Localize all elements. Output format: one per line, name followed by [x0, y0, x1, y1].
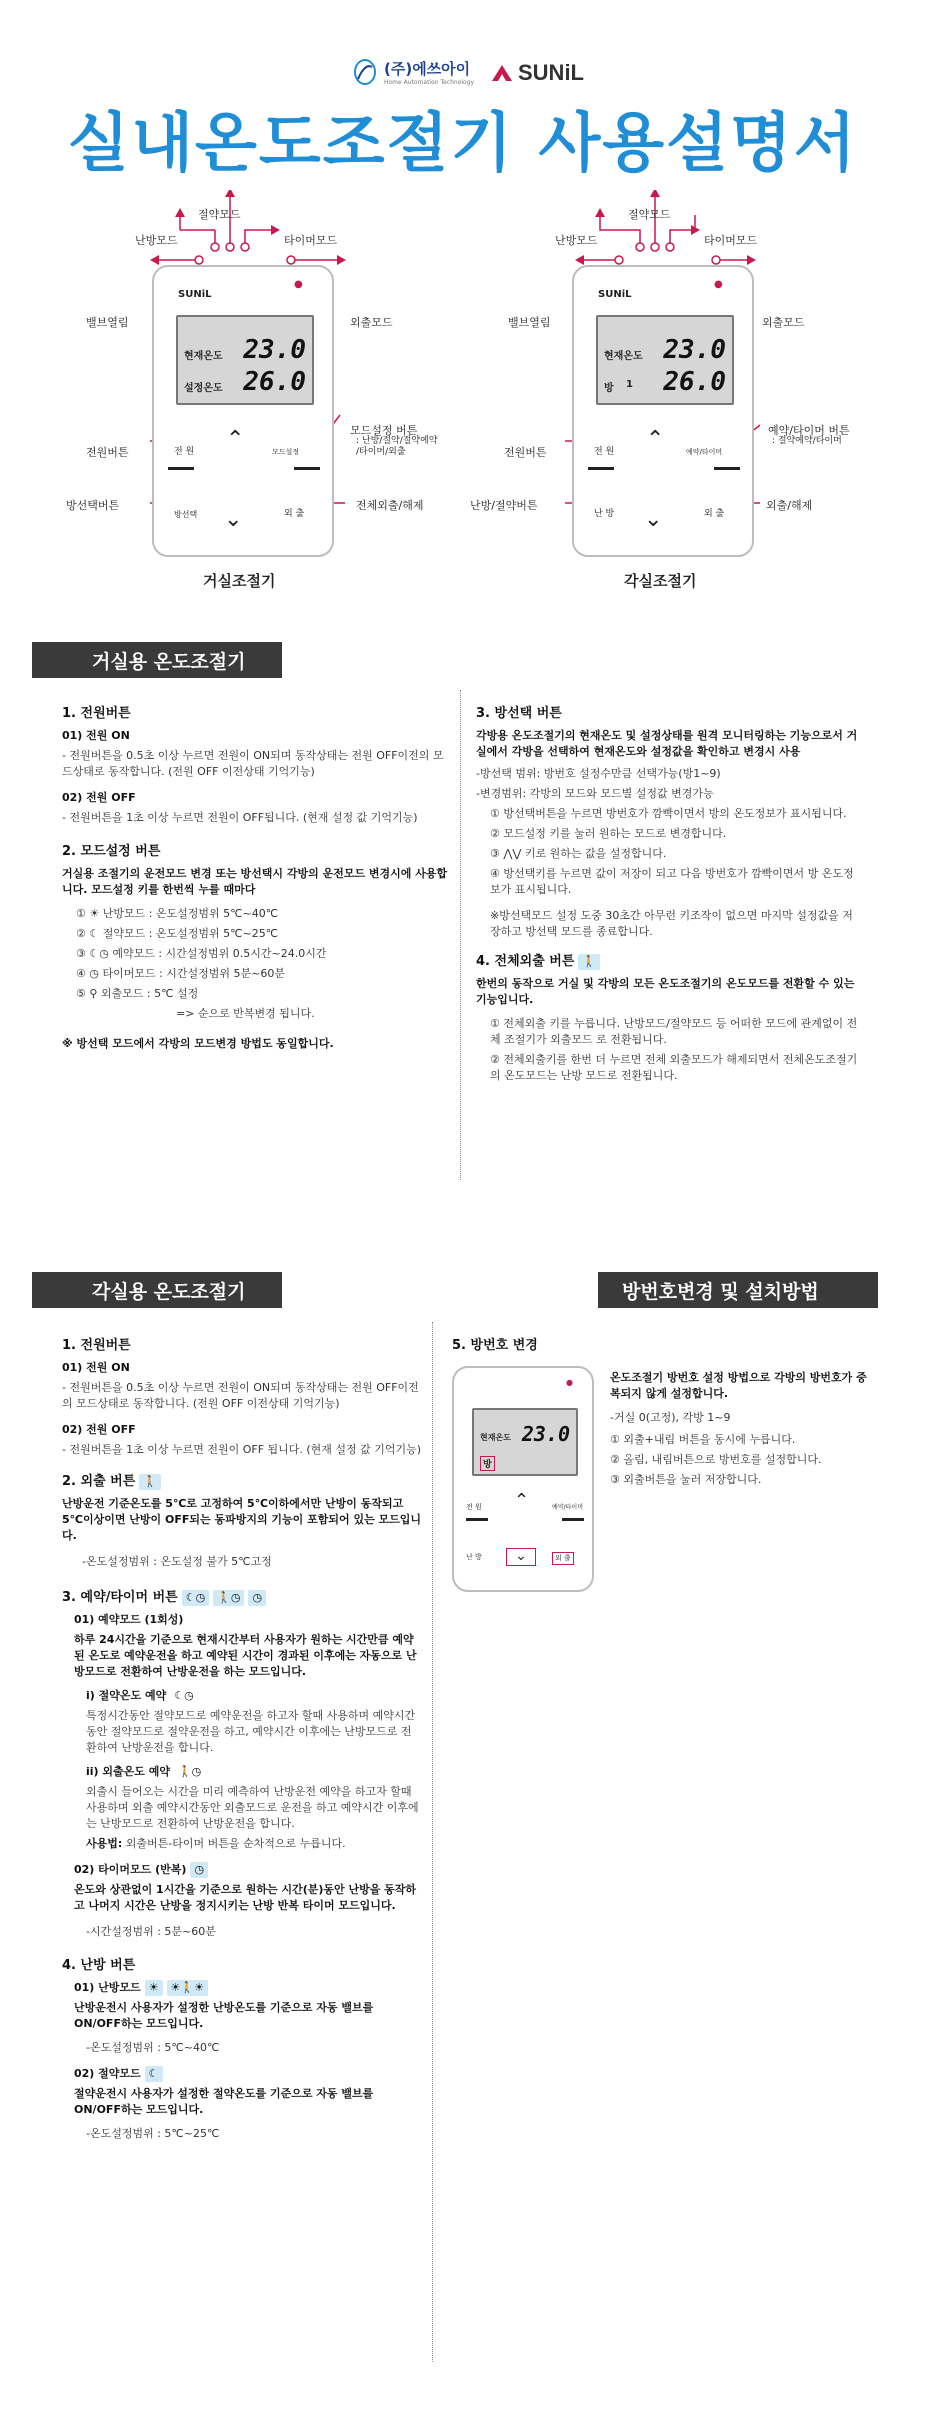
set-temp-label: 설정온도: [184, 383, 223, 394]
down-button[interactable]: ⌄: [224, 507, 243, 532]
living-select-heading: 3. 방선택 버튼: [476, 706, 562, 721]
living-on-text: - 전원버튼을 0.5초 이상 누르면 전원이 ON되며 동작상태는 전원 OFF이전의 모드상태로 동작합니다. (전원 OFF 이전상태 기억기능): [62, 749, 444, 778]
down-button[interactable]: ⌄: [644, 507, 663, 532]
list-item: ① ☀ 난방모드 : 온도설정범위 5℃~40℃: [76, 907, 279, 920]
minus-right: [714, 467, 740, 470]
list-item: ① 전체외출 키를 누릅니다. 난방모드/절약모드 등 어떠한 모드에 관계없이 전체 조절기가 외출모드 로 전환됩니다.: [490, 1017, 858, 1046]
callout-mode-left: 모드설정 버튼: [350, 424, 418, 437]
minus-left: [168, 467, 194, 470]
living-select-desc: 각방용 온도조절기의 현재온도 및 설정상태를 원격 모니터링하는 기능으로서 거실에서 각방을 선택하여 현재온도와 설정값을 확인하고 변경시 사용: [476, 729, 858, 758]
current-temp-value: 23.0: [663, 335, 726, 365]
walker-timer-icon: 🚶◷: [213, 1590, 244, 1606]
callout-timer-right: 타이머모드: [704, 234, 758, 247]
set-temp-value: 26.0: [663, 367, 726, 397]
callout-power-left: 전원버튼: [86, 446, 129, 459]
callout-out-right: 외출모드: [762, 316, 805, 329]
list-item: ② 모드설정 키를 눌러 원하는 모드로 변경합니다.: [490, 827, 727, 840]
room-remote-caption: 각실조절기: [624, 572, 697, 590]
room-usage-text: 외출버튼-타이머 버튼을 순차적으로 누릅니다.: [125, 1837, 346, 1850]
walker-timer-icon: 🚶◷: [177, 1765, 202, 1778]
living-off-text: - 전원버튼을 1초 이상 누르면 전원이 OFF됩니다. (현재 설정 값 기억기능): [62, 811, 418, 824]
company-subtitle: Home Automation Technology: [384, 79, 475, 86]
callout-valve-right: 밸브열림: [508, 316, 551, 329]
living-off-heading: 02) 전원 OFF: [62, 791, 136, 804]
out-button[interactable]: 외 출: [284, 509, 305, 519]
living-col-left: [62, 698, 452, 1056]
living-allout-heading: 4. 전체외출 버튼 🚶: [476, 954, 858, 970]
room-reserve-text: 하루 24시간을 기준으로 현재시간부터 사용자가 원하는 시간만큼 예약된 온도로 예약운전을 하고 예약된 시간이 경과된 이후에는 자동으로 난방모드로 전환하여 난방운전을 하는 모드입니다.: [74, 1633, 417, 1678]
company-name: (주)에쓰아이: [384, 60, 471, 78]
moon-icon: ☾: [145, 2066, 163, 2082]
minus-left: [588, 467, 614, 470]
reserve-timer-button[interactable]: 예약/타이머: [686, 448, 723, 456]
list-item: ② 올림, 내림버튼으로 방번호를 설정합니다.: [610, 1453, 822, 1466]
minus-right: [294, 467, 320, 470]
roomno-range: -거실 0(고정), 각방 1~9: [610, 1411, 731, 1424]
living-select-range2: -변경범위: 각방의 모드와 모드별 설정값 변경가능: [476, 787, 714, 800]
list-item: ② ☾ 절약모드 : 온도설정범위 5℃~25℃: [76, 927, 279, 940]
room-prefix: 방: [604, 383, 614, 394]
roomno-section-bar: 방번호변경 및 설치방법: [598, 1272, 878, 1308]
living-mode-heading: 2. 모드설정 버튼: [62, 844, 161, 859]
room-saving-reserve-text: 특정시간동안 절약모드로 예약운전을 하고자 할때 사용하며 예약시간동안 절약모드로 절약운전을 하고, 예약시간 이후에는 난방모드로 전환하여 난방운전을 합니다.: [86, 1709, 416, 1754]
sun-icon: ☀: [145, 1980, 163, 1996]
room-out-reserve-heading: ii) 외출온도 예약 🚶◷: [86, 1764, 422, 1780]
callout-outrelease-right: 외출/해제: [766, 499, 813, 512]
timer-icon: ◷: [248, 1590, 266, 1606]
callout-lines: [0, 190, 925, 610]
reserve-timer-button[interactable]: 예약/타이머: [552, 1504, 584, 1511]
list-item: ② 전체외출키를 한번 더 누르면 전체 외출모드가 해제되면서 전체온도조절기의 온도모드는 난방 모드로 전환됩니다.: [490, 1053, 858, 1082]
heat-button[interactable]: 난 방: [466, 1553, 482, 1561]
room-out-range: -온도설정범위 : 온도설정 불가 5℃고정: [82, 1555, 272, 1568]
divider: [460, 690, 461, 1180]
callout-heating-left: 난방모드: [135, 234, 178, 247]
callout-timer-left: 타이머모드: [284, 234, 338, 247]
set-temp-value: 26.0: [243, 367, 306, 397]
living-mode-note: ※ 방선택 모드에서 각방의 모드변경 방법도 동일합니다.: [62, 1037, 334, 1050]
power-button[interactable]: 전 원: [466, 1503, 482, 1511]
current-temp-label: 현재온도: [480, 1433, 511, 1442]
moon-timer-icon: ☾◷: [182, 1590, 209, 1606]
callout-heating-right: 난방모드: [555, 234, 598, 247]
current-temp-value: 23.0: [521, 1422, 570, 1446]
living-section-bar: 거실용 온도조절기: [32, 642, 282, 678]
list-item: ① 방선택버튼을 누르면 방번호가 깜빡이면서 방의 온도정보가 표시됩니다.: [490, 807, 847, 820]
room-heat-range: -온도설정범위 : 5℃~40℃: [86, 2041, 220, 2054]
power-button[interactable]: 전 원: [594, 447, 615, 457]
minus-left: [466, 1518, 488, 1521]
callout-select-left: 방선택버튼: [66, 499, 120, 512]
led-indicator: ●: [566, 1378, 573, 1387]
roomno-desc: 온도조절기 방번호 설정 방법으로 각방의 방번호가 중복되지 않게 설정합니다.: [610, 1371, 867, 1400]
callout-res-sub-right: : 절약예약/타이머: [772, 436, 842, 446]
up-button[interactable]: ⌃: [226, 427, 245, 452]
moon-timer-icon: ☾◷: [174, 1689, 194, 1702]
page-title: 실내온도조절기 사용설명서: [67, 107, 858, 181]
roomno-col: [610, 1370, 870, 1492]
living-mode-list: [76, 906, 452, 1022]
walker-icon: 🚶: [578, 954, 600, 970]
room-section-bar: 각실용 온도조절기: [32, 1272, 282, 1308]
room-heat-heading: 4. 난방 버튼: [62, 1958, 136, 1973]
room-timer-range: -시간설정범위 : 5분~60분: [86, 1925, 216, 1938]
room-on-heading: 01) 전원 ON: [62, 1361, 130, 1374]
room-select-button[interactable]: 방선택: [174, 510, 198, 519]
roomno-heading: 5. 방번호 변경: [452, 1338, 538, 1353]
room-out-reserve-text: 외출시 들어오는 시간을 미리 예측하여 난방운전 예약을 하고자 할때 사용하며 외출 예약시간동안 외출모드로 운전을 하고 예약시간 이후에는 난방모드로 전환하여 난방운전을 합니다.: [86, 1785, 419, 1830]
callout-power-right: 전원버튼: [504, 446, 547, 459]
list-item: ③ ☾◷ 예약모드 : 시간설정범위 0.5시간~24.0시간: [76, 947, 327, 960]
callout-mode-sub-left: : 난방/절약/절약예약 /타이머/외출: [356, 436, 438, 457]
callout-valve-left: 밸브열림: [86, 316, 129, 329]
room-out-heading: 2. 외출 버튼 🚶: [62, 1474, 422, 1490]
room-reserve-sub: [86, 1688, 422, 1852]
room-col-left: [62, 1330, 422, 2142]
room-save-range: -온도설정범위 : 5℃~25℃: [86, 2127, 220, 2140]
up-button[interactable]: ⌃: [646, 427, 665, 452]
power-button[interactable]: 전 원: [174, 447, 195, 457]
room-heat-body: [74, 1980, 422, 2142]
remote-brand: SUNiL: [178, 289, 212, 300]
walker-icon: 🚶: [139, 1474, 161, 1490]
out-button[interactable]: 외 출: [552, 1552, 574, 1565]
company-logo-sunil: [490, 60, 584, 86]
heat-button[interactable]: 난 방: [594, 509, 615, 519]
esi-logo-icon: [352, 59, 378, 85]
room-number: 1: [626, 379, 633, 390]
room-timer-body: [74, 1612, 422, 1940]
current-temp-label: 현재온도: [604, 351, 643, 362]
list-item: ① 외출+내림 버튼을 동시에 누릅니다.: [610, 1433, 796, 1446]
room-save-mode-heading: 02) 절약모드 ☾: [74, 2066, 422, 2082]
living-on-heading: 01) 전원 ON: [62, 729, 130, 742]
callout-heat-right: 난방/절약버튼: [470, 499, 538, 512]
timer-icon: ◷: [190, 1862, 208, 1878]
room-timer-heading: 3. 예약/타이머 버튼 ☾◷ 🚶◷ ◷: [62, 1590, 422, 1606]
room-remote: [572, 265, 754, 557]
callout-out-left: 외출모드: [350, 316, 393, 329]
sunil-brand: SUNiL: [518, 60, 584, 85]
led-indicator: ●: [714, 279, 723, 290]
living-remote-caption: 거실조절기: [203, 572, 276, 590]
living-power-heading: 1. 전원버튼: [62, 706, 131, 721]
mode-button[interactable]: 모드설정: [272, 448, 300, 456]
lcd-display: [596, 315, 734, 405]
living-select-range1: -방선택 범위: 방번호 설정수만큼 선택가능(방1~9): [476, 767, 721, 780]
led-indicator: ●: [294, 279, 303, 290]
roomno-steps: [610, 1432, 870, 1488]
current-temp-label: 현재온도: [184, 351, 223, 362]
room-prefix: 방: [480, 1456, 495, 1471]
lcd-display: [176, 315, 314, 405]
living-mode-desc: 거실용 조절기의 운전모드 변경 또는 방선택시 각방의 운전모드 변경시에 사용합니다. 모드설정 키를 한번씩 누를 때마다: [62, 867, 448, 896]
list-item: ④ 방선택키를 누르면 값이 저장이 되고 다음 방번호가 깜빡이면서 방 온도정보가 표시됩니다.: [490, 867, 854, 896]
room-heat-mode-text: 난방운전시 사용자가 설정한 난방온도를 기준으로 자동 밸브를 ON/OFF하는 모드입니다.: [74, 2001, 374, 2030]
list-item: ③ 외출버튼을 눌러 저장합니다.: [610, 1473, 762, 1486]
minus-right: [562, 1518, 584, 1521]
list-item: ⑤ ⚲ 외출모드 : 5℃ 설정: [76, 987, 199, 1000]
sunil-logo-icon: [490, 63, 514, 83]
list-item: => 순으로 반복변경 됩니다.: [176, 1007, 315, 1020]
room-timer-mode-text: 온도와 상관없이 1시간을 기준으로 원하는 시간(분)동안 난방을 동작하고 나머지 시간은 난방을 정지시키는 난방 반복 타이머 모드입니다.: [74, 1883, 417, 1912]
callout-allout-left: 전체외출/해제: [356, 499, 424, 512]
room-on-text: - 전원버튼을 0.5초 이상 누르면 전원이 ON되며 동작상태는 전원 OFF이전의 모드상태로 동작합니다. (전원 OFF 이전상태 기억기능): [62, 1381, 419, 1410]
living-allout-steps: [490, 1016, 858, 1084]
list-item: ③ ⋀⋁ 키로 원하는 값을 설정합니다.: [490, 847, 667, 860]
room-off-heading: 02) 전원 OFF: [62, 1423, 136, 1436]
living-room-remote: [152, 265, 334, 557]
room-usage-label: 사용법:: [86, 1837, 123, 1850]
current-temp-value: 23.0: [243, 335, 306, 365]
room-save-mode-text: 절약운전시 사용자가 설정한 절약온도를 기준으로 자동 밸브를 ON/OFF하는 모드입니다.: [74, 2087, 374, 2116]
room-saving-reserve-heading: i) 절약온도 예약 ☾◷: [86, 1688, 422, 1704]
room-off-text: - 전원버튼을 1초 이상 누르면 전원이 OFF 됩니다. (현재 설정 값 기억기능): [62, 1443, 422, 1456]
callout-saving-left: 절약모드: [198, 208, 241, 221]
room-out-desc: 난방운전 기준온도를 5℃로 고정하여 5℃이하에서만 난방이 동작되고 5℃이상이면 난방이 OFF되는 동파방지의 기능이 포함되어 있는 모드입니다.: [62, 1497, 422, 1542]
company-logo-esi: [352, 58, 474, 86]
callout-res-right: 예약/타이머 버튼: [768, 424, 850, 437]
list-item: ④ ◷ 타이머모드 : 시간설정범위 5분~60분: [76, 967, 285, 980]
room-power-heading: 1. 전원버튼: [62, 1338, 131, 1353]
up-button[interactable]: ⌃: [514, 1490, 530, 1511]
living-col-right: [476, 698, 858, 1088]
lcd-display: [472, 1408, 578, 1476]
roomno-remote: [452, 1366, 594, 1592]
room-timer-mode-heading: 02) 타이머모드 (반복) ◷: [74, 1862, 422, 1878]
out-button[interactable]: 외 출: [704, 509, 725, 519]
remote-brand: SUNiL: [598, 289, 632, 300]
room-heat-mode-heading: 01) 난방모드 ☀ ☀🚶☀: [74, 1980, 422, 1996]
room-reserve-heading: 01) 예약모드 (1회성): [74, 1613, 184, 1626]
living-select-steps: [490, 806, 858, 940]
roomno-heading-wrap: [452, 1330, 602, 1360]
divider: [432, 1322, 433, 2362]
living-select-note: ※방선택모드 설정 도중 30초간 아무런 키조작이 없으면 마지막 설정값을 저장하고 방선택 모드를 종료합니다.: [490, 909, 853, 938]
callout-saving-right: 절약모드: [628, 208, 671, 221]
down-button[interactable]: ⌄: [506, 1548, 536, 1566]
sun-walker-icon: ☀🚶☀: [167, 1980, 208, 1996]
living-allout-desc: 한번의 동작으로 거실 및 각방의 모든 온도조절기의 온도모드를 전환할 수 있는 기능입니다.: [476, 977, 855, 1006]
